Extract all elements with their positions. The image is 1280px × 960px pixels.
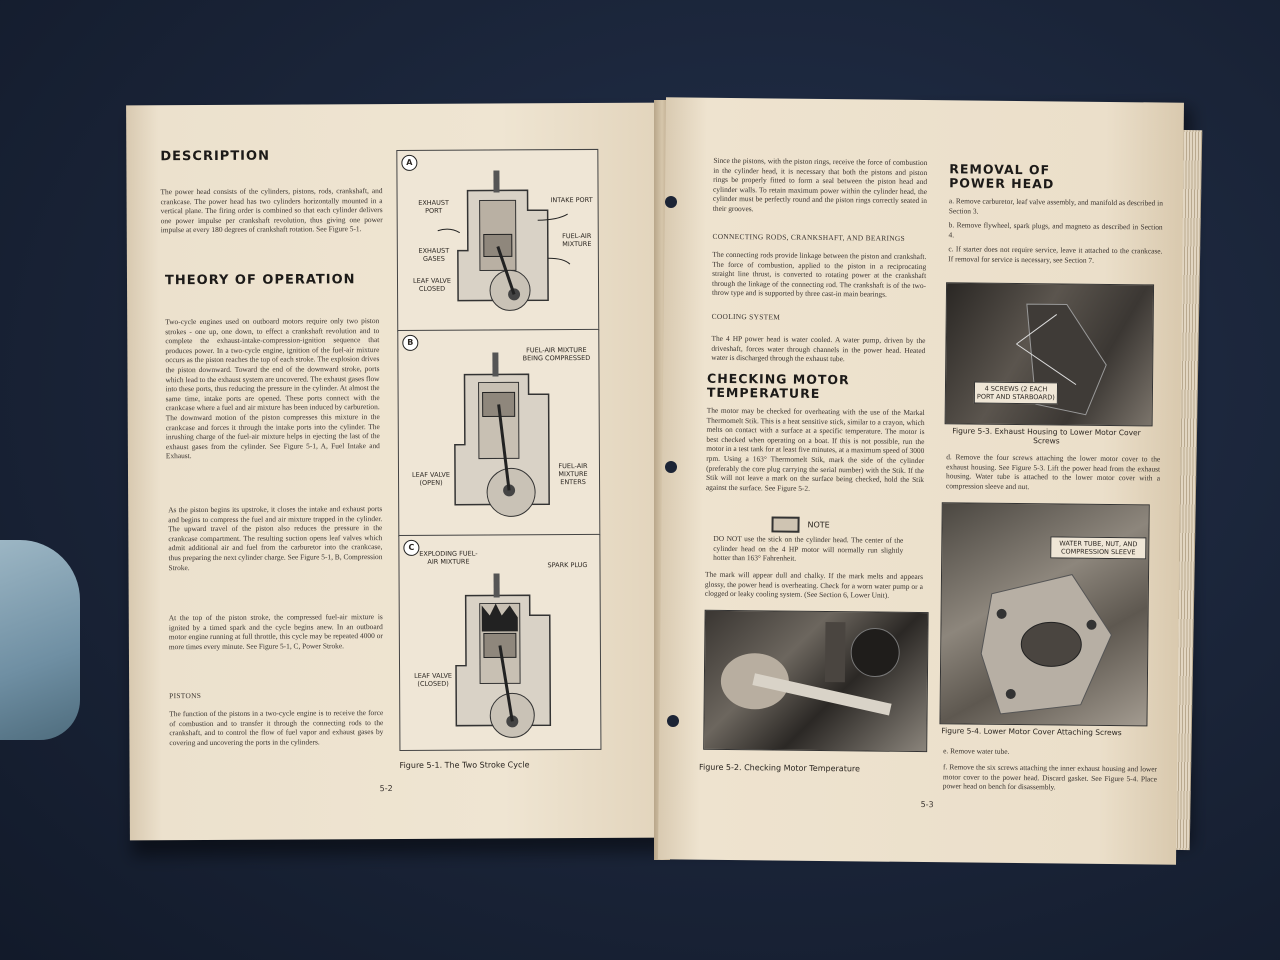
panel-c-label: C <box>403 540 419 556</box>
figure-panel-b <box>397 329 600 537</box>
figure-panel-c <box>398 534 601 751</box>
connecting-rods-heading: CONNECTING RODS, CRANKSHAFT, AND BEARINGS <box>712 231 906 243</box>
panel-a-label: A <box>401 155 417 171</box>
four-screws-callout: 4 SCREWS (2 EACH PORT AND STARBOARD) <box>974 382 1058 405</box>
theory-paragraph-1: Two-cycle engines used on outboard motors require only two piston strokes - one up, one down, to effect a crankshaft revolution and to complete the exhaust-intake-compression-ignition sequence that produces power. In a two-cycle engine, ignition of the fuel-air mixture occurs as the piston reaches the top of each stroke. The explosion drives the piston downward. Toward the end of the downward stroke, ports which lead to the exhaust system are uncovered. The exhaust gases flow into these ports, thus reducing the pressure in the cylinder. At almost the same time, intake ports are opened. These ports connect with the crankcase where a fuel and air mixture has been induced by carburetion. The downward motion of the piston compresses this mixture in the crankcase and forces it through the intake ports into the cylinder. The inrushing charge of the fuel-air mixture helps in ejecting the last of the exhaust gases from the cylinder. See Figure 5-1, A, Fuel Intake and Exhaust. <box>165 316 380 461</box>
pistons-heading: PISTONS <box>169 691 202 701</box>
checking-text: The motor may be checked for overheating with the use of the Markal Thermomelt Stik. This is a heat sensitive stick, similar to a crayon, which melts on contact with a surface at a specific temperature. The motor is best checked when operating on a boat. If this is not possible, run the motor in a test tank for at least five minutes, at a maximum speed of 3000 rpm. Using a 163° Thermomelt Stik, mark the side of the cylinder (preferably the core plug carrying the serial number) with the Stik. If the Stik will not leave a mark on the surface being checked, hold the Stik against the surface. See Figure 5-2. <box>705 405 925 493</box>
note-icon <box>771 516 799 532</box>
checking-heading <box>707 372 850 401</box>
pistons-text: The function of the pistons in a two-cycle engine is to receive the force of combustion and to transfer it through the connecting rods to the crankshaft, and to control the flow of fuel vapor and exhaust gases by covering and uncovering the ports in the cylinders. <box>169 708 384 747</box>
figure-5-4-photo <box>939 502 1149 726</box>
panel-b-label: B <box>402 335 418 351</box>
step-a: a. Remove carburetor, leaf valve assembly, and manifold as described in Section 3. <box>948 196 1163 216</box>
binding-hole-top <box>665 196 677 208</box>
leaf-valve-closed-c-label: LEAF VALVE (CLOSED) <box>414 671 453 688</box>
step-e: e. Remove water tube. <box>943 746 1010 756</box>
exhaust-gases-label: EXHAUST GASES <box>418 246 450 263</box>
exploding-mixture-label: EXPLODING FUEL-AIR MIXTURE <box>419 549 478 566</box>
fuel-air-compressed-label: FUEL-AIR MIXTURE BEING COMPRESSED <box>522 345 591 363</box>
figure-5-4-caption: Figure 5-4. Lower Motor Cover Attaching Screws <box>941 726 1122 738</box>
spark-plug-label: SPARK PLUG <box>547 560 588 570</box>
pistons-seal-text: Since the pistons, with the piston rings, receive the force of combustion in the cylinder head, it is necessary that both the pistons and piston rings be properly fitted to form a seal between the piston head and cylinder walls. To retain maximum power within the cylinder head, the cylinder must be perfectly round and the piston rings correctly seated in their grooves. <box>712 155 928 214</box>
removal-heading-line-1: REMOVAL OF <box>949 161 1051 178</box>
note-label: NOTE <box>807 520 830 530</box>
fuel-air-enters-label: FUEL-AIR MIXTURE ENTERS <box>558 461 588 487</box>
theory-paragraph-3: At the top of the piston stroke, the compressed fuel-air mixture is ignited by a timed spark and the cycle begins anew. In an outboard motor engine running at full throttle, this cycle may be repeated 4000 or more times every minute. See Figure 5-1, C, Power Stroke. <box>168 612 383 651</box>
leaf-valve-open-label: LEAF VALVE (OPEN) <box>412 470 450 487</box>
left-page <box>126 103 665 841</box>
cloth-corner <box>0 540 80 740</box>
leaf-valve-closed-label: LEAF VALVE CLOSED <box>413 276 451 293</box>
checking-temperature-illustration <box>704 611 927 751</box>
water-tube-callout: WATER TUBE, NUT, AND COMPRESSION SLEEVE <box>1050 536 1146 559</box>
fuel-air-mixture-label: FUEL-AIR MIXTURE <box>562 231 592 249</box>
figure-5-1-caption: Figure 5-1. The Two Stroke Cycle <box>399 760 530 770</box>
step-f: f. Remove the six screws attaching the inner exhaust housing and lower motor cover to the power head. Discard gasket. See Figure 5-4. Place power head on bench for disassembly. <box>942 762 1158 792</box>
theory-heading: THEORY OF OPERATION <box>164 272 356 289</box>
connecting-rods-text: The connecting rods provide linkage between the piston and crankshaft. The force of combustion, applied to the piston in a reciprocating straight line thrust, is converted to rotating power at the crankshaft through the linkage of the connecting rod. The crankshaft is of the two-throw type and is supported by three cast-in main bearings. <box>711 249 927 300</box>
right-page-number: 5-3 <box>920 800 934 810</box>
cooling-heading: COOLING SYSTEM <box>711 311 781 322</box>
checking-heading-line-1: CHECKING MOTOR <box>706 370 850 388</box>
right-page <box>658 97 1184 864</box>
left-page-number: 5-2 <box>379 784 393 794</box>
step-c: c. If starter does not require service, leave it attached to the crankcase. If removal for service is necessary, see Section 7. <box>948 244 1163 265</box>
checking-heading-line-2: TEMPERATURE <box>706 384 821 401</box>
binding-hole-bottom <box>667 715 679 727</box>
step-d: d. Remove the four screws attaching the lower motor cover to the exhaust housing. See Figure 5-3. Lift the power head from the exhaust housing. Water tube is attached to the lower motor cover with a compression sleeve and nut. <box>945 452 1161 491</box>
figure-5-2-photo <box>703 610 928 752</box>
binding-hole-middle <box>665 461 677 473</box>
removal-heading <box>949 162 1054 191</box>
figure-5-2-caption: Figure 5-2. Checking Motor Temperature <box>698 762 861 774</box>
cooling-text: The 4 HP power head is water cooled. A water pump, driven by the driveshaft, forces water through channels in the power head. Heated water is discharged through the exhaust tube. <box>711 333 926 364</box>
note-header <box>771 516 829 533</box>
note-text: DO NOT use the stick on the cylinder head. The center of the cylinder head on the 4 HP motor will normally run slightly hotter than 163° Fahrenheit. <box>713 533 904 563</box>
description-heading: DESCRIPTION <box>160 148 270 165</box>
figure-5-3-photo <box>945 282 1154 426</box>
mark-text: The mark will appear dull and chalky. If the mark melts and appears glossy, the power head is overheating. Check for a worn water pump or a clogged or leaky cooling system. (See Section 6, Lower Unit). <box>704 569 924 600</box>
step-b: b. Remove flywheel, spark plugs, and magneto as described in Section 4. <box>948 220 1163 239</box>
theory-paragraph-2: As the piston begins its upstroke, it closes the intake and exhaust ports and begins to compress the fuel and air mixture trapped in the cylinder. The upward travel of the piston also reduces the pressure in the crankcase compartment. The resulting suction opens leaf valves which admit additional air and fuel from the carburetor into the crankcase, thus preparing the next cylinder charge. See Figure 5-1, B, Compression Stroke. <box>168 504 383 572</box>
description-text: The power head consists of the cylinders, pistons, rods, crankshaft, and crankcase. The power head has two cylinders horizontally mounted in a vertical plane. The firing order is combined so that each cylinder delivers one power impulse per crankshaft revolution, thus giving one power impulse at every 180 degrees of crankshaft rotation. See Figure 5-1. <box>160 186 383 235</box>
removal-heading-line-2: POWER HEAD <box>949 175 1055 192</box>
figure-5-3-caption: Figure 5-3. Exhaust Housing to Lower Motor Cover Screws <box>952 426 1141 446</box>
exhaust-port-label: EXHAUST PORT <box>418 198 449 215</box>
intake-port-label: INTAKE PORT <box>550 195 593 205</box>
figure-panel-a <box>396 149 599 332</box>
